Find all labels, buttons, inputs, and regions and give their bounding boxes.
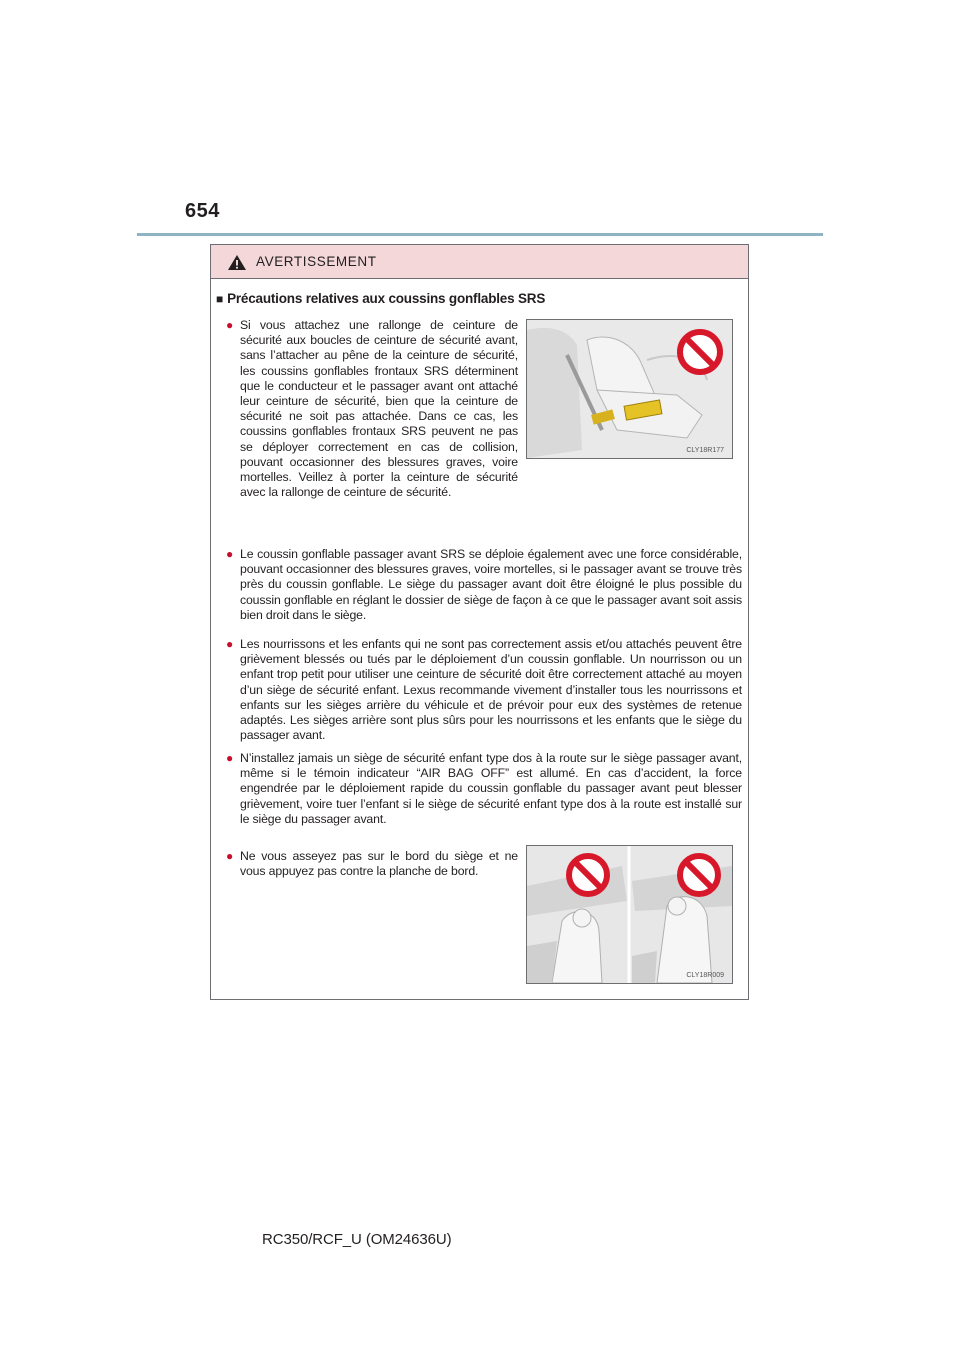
bullet-icon: ● xyxy=(226,318,234,332)
illustration-seatbelt-extender xyxy=(526,319,733,459)
page-number: 654 xyxy=(185,200,220,222)
bullet-icon: ● xyxy=(226,637,234,651)
bullet-icon: ● xyxy=(226,849,234,863)
list-item xyxy=(226,751,742,827)
image-code: CLY18R009 xyxy=(686,972,724,979)
list-item-text: Si vous attachez une rallonge de ceinture de sécurité aux boucles de ceinture de sécurité avant, sans l’attacher au pêne de la ceinture de sécurité, les coussins gonflables frontaux SRS déterminent que le conducteur et le passager avant ont attaché leur ceinture de sécurité, bien que la ceinture de sécurité ne soit pas attachée. Dans ce cas, les coussins gonflables frontaux SRS peuvent ne pas se déployer correctement en cas de collision, pouvant occasionner des blessures graves, voire mortelles. Veillez à porter la ceinture de sécurité avec la rallonge de ceinture de sécurité. xyxy=(240,318,518,500)
header-rule xyxy=(137,233,823,236)
list-item xyxy=(226,318,518,500)
list-item-text: N’installez jamais un siège de sécurité enfant type dos à la route sur le siège passager avant, même si le témoin indicateur “AIR BAG OFF” est allumé. En cas d’accident, la force engendrée par le déploiement rapide du coussin gonflable du passager avant peut blesser grièvement, voire tuer l’enfant si le siège de sécurité enfant type dos à la route est installé sur le siège du passager avant. xyxy=(240,751,742,826)
prohibited-icon xyxy=(565,852,611,898)
prohibited-icon xyxy=(676,328,724,376)
bullet-icon: ● xyxy=(226,547,234,561)
prohibited-icon xyxy=(676,852,722,898)
list-item xyxy=(226,547,742,623)
list-item xyxy=(226,637,742,743)
section-title xyxy=(216,291,545,306)
section-title-text: Précautions relatives aux coussins gonflables SRS xyxy=(227,291,546,306)
page-footer: RC350/RCF_U (OM24636U) xyxy=(262,1231,452,1248)
warning-triangle-icon xyxy=(227,254,247,271)
image-code: CLY18R177 xyxy=(686,447,724,454)
illustration-seating-position xyxy=(526,845,733,984)
warning-box xyxy=(210,244,749,1000)
list-item xyxy=(226,849,518,879)
bullet-icon: ● xyxy=(226,751,234,765)
section-square-icon: ■ xyxy=(216,292,224,306)
warning-header xyxy=(211,245,748,279)
list-item-text: Ne vous asseyez pas sur le bord du siège et ne vous appuyez pas contre la planche de bord. xyxy=(240,849,518,879)
list-item-text: Les nourrissons et les enfants qui ne sont pas correctement assis et/ou attachés peuvent être grièvement blessés ou tués par le déploiement d’un coussin gonflable. Un nourrisson ou un enfant trop petit pour utiliser une ceinture de sécurité doit être correctement attaché au moyen d’un siège de sécurité enfant. Lexus recommande vivement d’installer tous les nourrissons et enfants sur les sièges arrière du véhicule et de prévoir pour eux des systèmes de retenue adaptés. Les sièges arrière sont plus sûrs pour les nourrissons et les enfants que le siège du passager avant. xyxy=(240,637,742,743)
list-item-text: Le coussin gonflable passager avant SRS se déploie également avec une force considérable, pouvant occasionner des blessures graves, voire mortelles, si le passager avant se trouve très près du coussin gonflable. Le siège du passager avant doit être éloigné le plus possible du coussin gonflable en réglant le dossier de siège de façon à ce que le passager avant soit assis bien droit dans le siège. xyxy=(240,547,742,622)
warning-title: AVERTISSEMENT xyxy=(256,254,377,269)
